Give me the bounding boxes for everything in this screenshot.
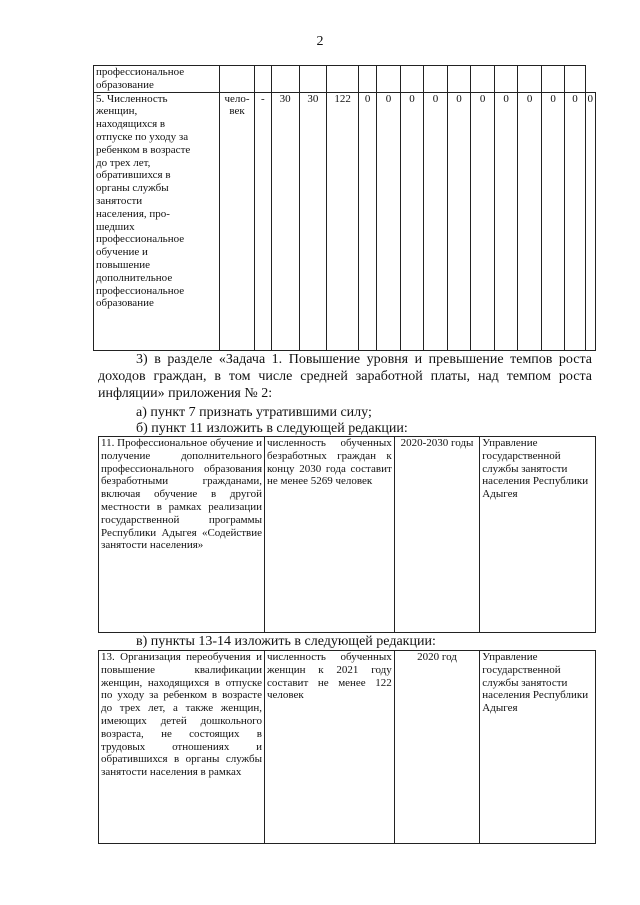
period-cell: 2020 год [394,651,480,844]
indicator-cell: численность обученных безработных граждан к концу 2030 года составит не менее 5269 человек [265,437,395,633]
value-cell: 0 [377,92,401,350]
executor-cell: Управление государственной службы занятости населения Республики Адыгея [480,651,596,844]
value-cell: - [254,92,271,350]
value-cell: 0 [565,92,585,350]
value-cell: 0 [541,92,565,350]
value-cell: 0 [518,92,542,350]
row-top-label: профессиональное образование [94,66,220,93]
point-13-table [98,650,596,844]
paragraph-item-v: в) пункты 13-14 изложить в следующей редакции: [136,634,436,649]
value-cell: 0 [447,92,471,350]
value-cell: 0 [585,92,596,350]
indicator-cell: численность обученных женщин к 2021 году составит не менее 122 человек [265,651,395,844]
row5-description: 5. Численность женщин, находящихся в отпуске по уходу за ребенком в возрасте до трех лет, обратившихся в органы службы занятости населения, про- шедших профессиональное обучение и повышение дополнительное профессиональное образование [94,92,220,350]
period-cell: 2020-2030 годы [394,437,480,633]
point-11-table [98,436,596,633]
paragraph-item-b: б) пункт 11 изложить в следующей редакции: [136,421,408,436]
value-cell: 0 [400,92,424,350]
page-number: 2 [316,34,324,49]
table-row [94,66,596,93]
table-row [94,92,596,350]
value-cell: 30 [271,92,299,350]
value-cell: 30 [299,92,327,350]
indicators-table [93,65,596,351]
executor-cell: Управление государственной службы занятости населения Республики Адыгея [480,437,596,633]
table-row [99,651,596,844]
value-cell: 0 [424,92,448,350]
value-cell: 0 [494,92,518,350]
value-cell: 0 [471,92,495,350]
measure-cell: 13. Организация переобучения и повышение квалификации женщин, находящихся в отпуске по уходу за ребенком в возрасте до трех лет, а также женщин, имеющих детей дошкольного возраста, не состоящих в трудовых отношениях и обратившихся в органы службы занятости населения в рамках [99,651,265,844]
value-cell: 0 [359,92,377,350]
paragraph-item-a: а) пункт 7 признать утратившими силу; [136,405,372,420]
value-cell: 122 [327,92,359,350]
measure-cell: 11. Профессиональное обучение и получение дополнительного профессионального образования безработными гражданами, включая обучение в другой местности в рамках реализации государственной программы Республики Адыгея «Содействие занятости населения» [99,437,265,633]
paragraph-item-3: 3) в разделе «Задача 1. Повышение уровня и превышение темпов роста доходов граждан, в том числе средней заработной платы, над темпом роста инфляции» приложения № 2: [98,352,592,401]
unit-cell: чело- век [220,92,255,350]
table-row [99,437,596,633]
